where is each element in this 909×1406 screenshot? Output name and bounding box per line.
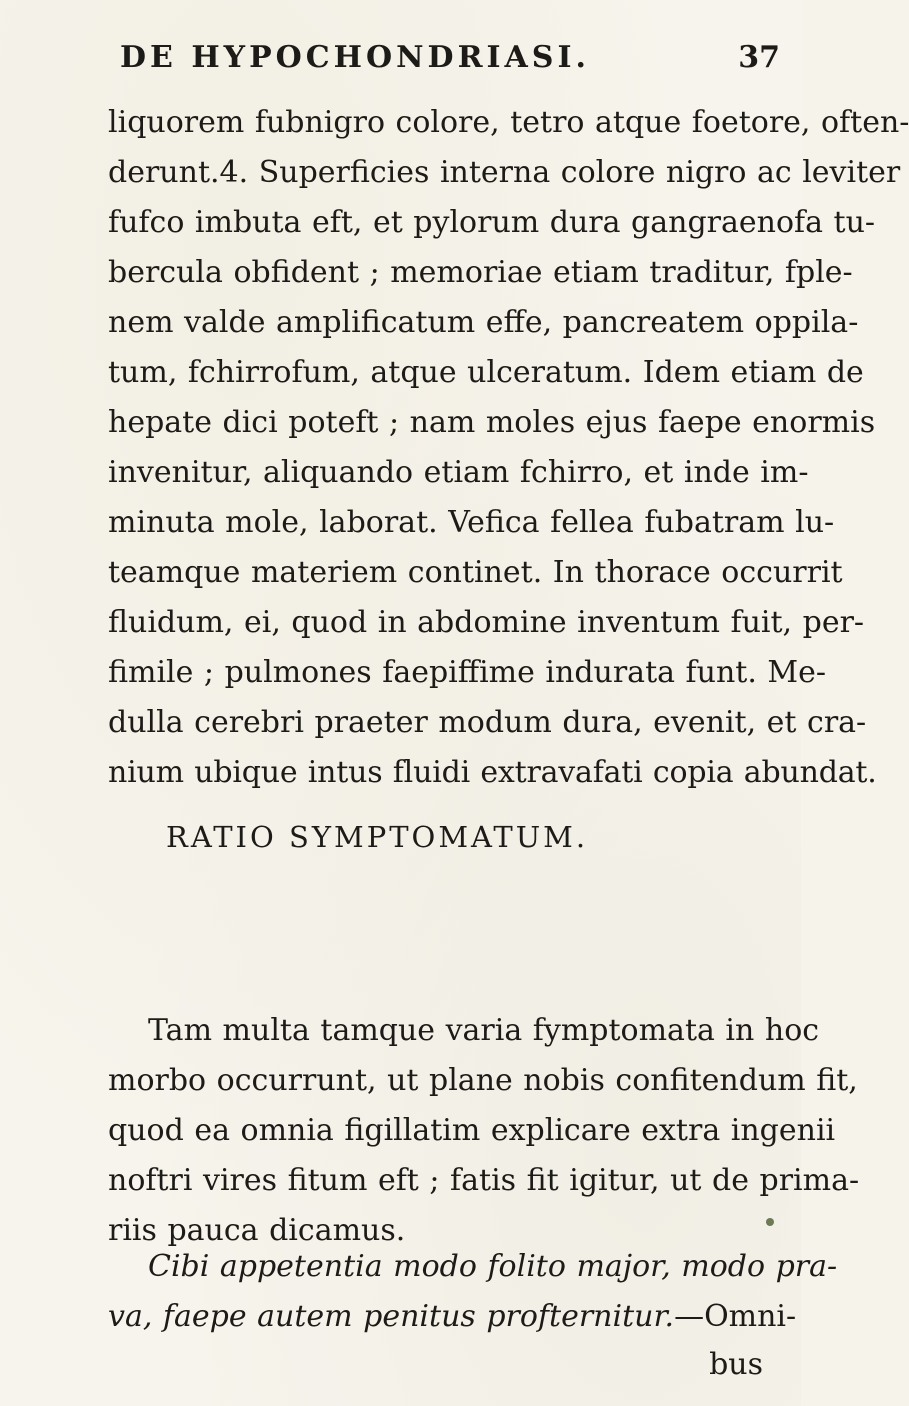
section-heading: RATIO SYMPTOMATUM. xyxy=(166,820,589,854)
text-line: noftri vires fitum eft ; fatis fit igitur, ut de prima- xyxy=(108,1163,860,1198)
running-title: DE HYPOCHONDRIASI. xyxy=(120,40,590,75)
text-line: fluidum, ei, quod in abdomine inventum fuit, per- xyxy=(108,605,865,640)
text-line: quod ea omnia figillatim explicare extra ingenii xyxy=(108,1113,836,1148)
text-line: fufco imbuta eft, et pylorum dura gangraenofa tu- xyxy=(108,205,876,240)
paper-stain xyxy=(766,1218,774,1226)
paragraph-autopsy xyxy=(108,98,909,798)
text-line: liquorem fubnigro colore, tetro atque foetore, often- xyxy=(108,105,909,140)
text-line xyxy=(108,1242,838,1292)
page-number: 37 xyxy=(738,40,780,75)
text-line: minuta mole, laborat. Vefica fellea fubatram lu- xyxy=(108,505,835,540)
text-line: morbo occurrunt, ut plane nobis confitendum fit, xyxy=(108,1063,858,1098)
text-line: dulla cerebri praeter modum dura, evenit, et cra- xyxy=(108,705,867,740)
italic-text: va, faepe autem penitus profternitur. xyxy=(108,1299,675,1334)
running-head xyxy=(120,40,780,88)
text-line: nem valde amplificatum effe, pancreatem oppila- xyxy=(108,305,859,340)
text-line: teamque materiem continet. In thorace occurrit xyxy=(108,555,843,590)
text-line: Tam multa tamque varia fymptomata in hoc xyxy=(148,1013,820,1048)
text-line: tum, fchirrofum, atque ulceratum. Idem etiam de xyxy=(108,355,864,390)
italic-text: Cibi appetentia modo folito major, modo pra- xyxy=(148,1249,838,1284)
catchword: bus xyxy=(709,1347,763,1382)
text-line: riis pauca dicamus. xyxy=(108,1213,406,1248)
roman-text: —Omni- xyxy=(674,1299,797,1334)
paragraph-symptoms-intro xyxy=(108,1006,860,1256)
text-line: invenitur, aliquando etiam fchirro, et inde im- xyxy=(108,455,809,490)
text-line: fimile ; pulmones faepiffime indurata funt. Me- xyxy=(108,655,827,690)
text-line xyxy=(108,1292,797,1342)
text-line: hepate dici poteft ; nam moles ejus faepe enormis xyxy=(108,405,876,440)
text-line: nium ubique intus fluidi extravafati copia abundat. xyxy=(108,755,877,790)
text-line: derunt.4. Superficies interna colore nigro ac leviter xyxy=(108,155,901,190)
paragraph-appetite xyxy=(108,1242,838,1342)
text-line: bercula obfident ; memoriae etiam traditur, fple- xyxy=(108,255,853,290)
